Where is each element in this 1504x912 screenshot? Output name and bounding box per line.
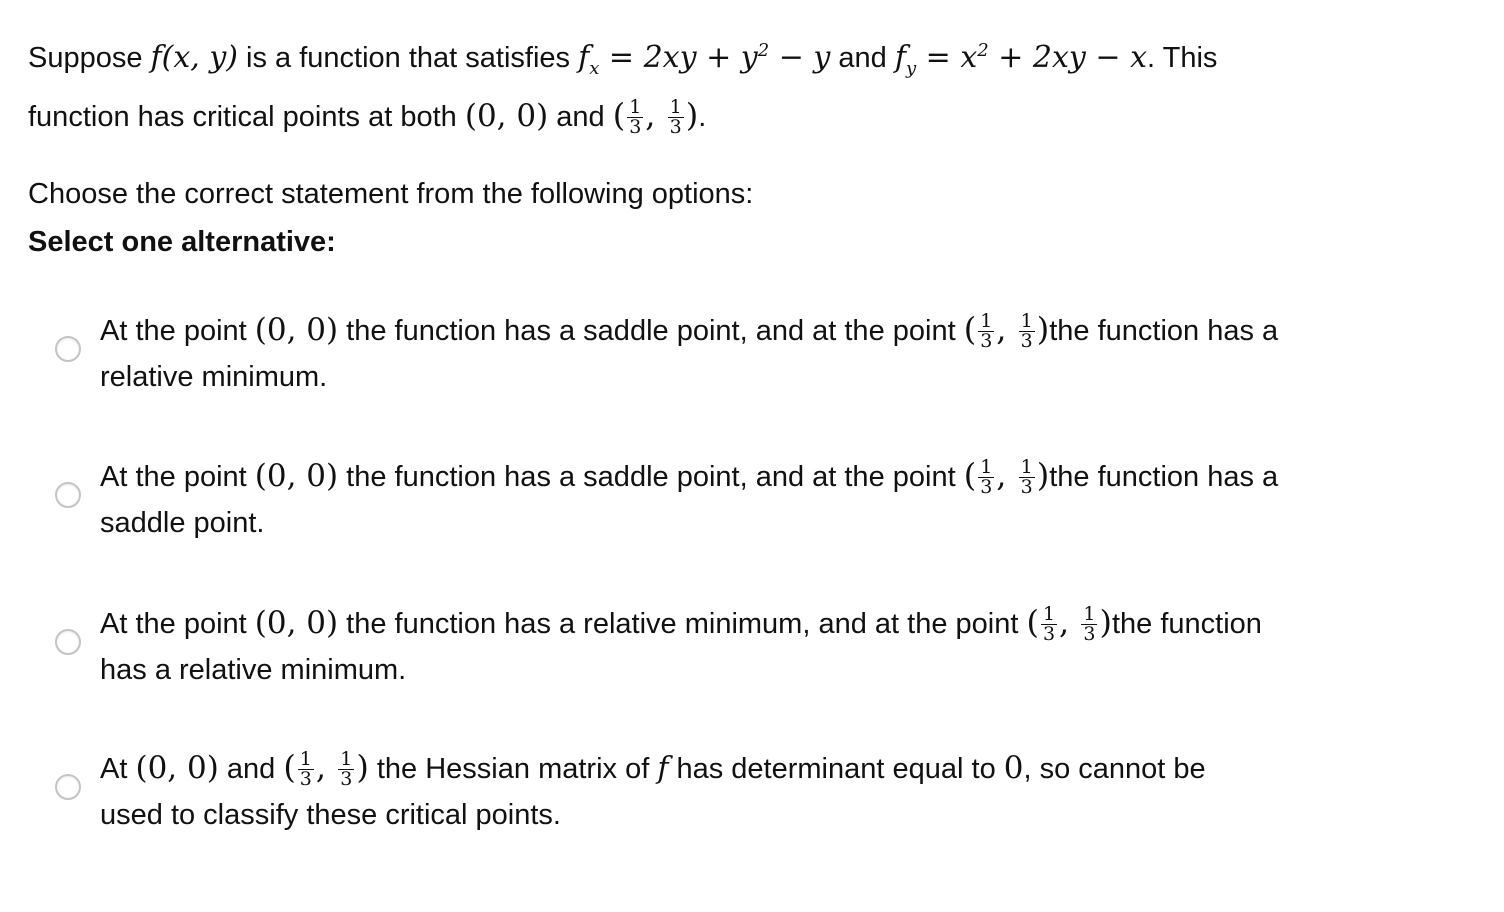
question-text-part: is a function that satisfies xyxy=(238,42,579,74)
math-function: f(x, y) xyxy=(150,40,238,75)
prompt-text: Choose the correct statement from the following options: xyxy=(28,178,754,210)
option-3-radio[interactable] xyxy=(55,629,81,655)
question-text-part: and xyxy=(548,101,613,133)
math-fx: $f_x = 2xy + y^2 - y$ xyxy=(578,40,831,79)
option-2-label[interactable]: At the point (0, 0) the function has a saddle point, and at the point ( $\frac{1}{3}$ , $\frac{1}{3}$ )the function has a saddle point. xyxy=(100,456,1279,539)
math-fy: $f_y = x^2 + 2xy - x$ xyxy=(894,40,1148,79)
option-1-label[interactable]: At the point (0, 0) the function has a saddle point, and at the point ( $\frac{1}{3}$ , $\frac{1}{3}$ )the function has a relative minimum. xyxy=(100,310,1279,393)
question-line-2 xyxy=(28,92,1448,140)
question-text-part: Suppose xyxy=(28,42,151,74)
option-4-label[interactable]: At (0, 0) and ( $\frac{1}{3}$ , $\frac{1}{3}$ ) the Hessian matrix of f has determinant equal to 0, so cannot be used to classify these critical points. xyxy=(100,748,1206,831)
math-point-origin: (0, 0) xyxy=(464,98,549,134)
option-2-radio[interactable] xyxy=(55,482,81,508)
math-point-third: ( $\frac{1}{3}$ , $\frac{1}{3}$ ) xyxy=(612,96,699,138)
question-text-part: function has critical points at both xyxy=(28,101,465,133)
option-1-radio[interactable] xyxy=(55,336,81,362)
question-line-1 xyxy=(28,28,1448,92)
question-text-part: and xyxy=(830,42,895,74)
question-text-part: . This xyxy=(1147,42,1218,74)
question-text xyxy=(28,28,1448,140)
instruction-text: Select one alternative: xyxy=(28,226,336,258)
option-4-radio[interactable] xyxy=(55,774,81,800)
option-3-label[interactable]: At the point (0, 0) the function has a relative minimum, and at the point ( $\frac{1}{3}$ , $\frac{1}{3}$ )the function has a relative minimum. xyxy=(100,603,1262,686)
question-text-part: . xyxy=(698,101,707,133)
